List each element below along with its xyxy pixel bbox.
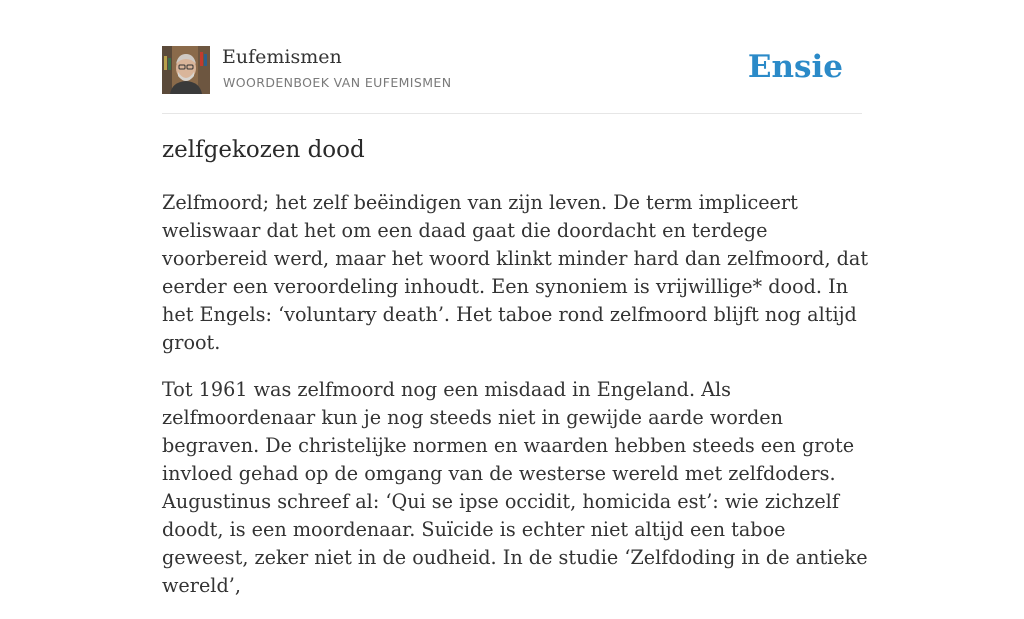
author-portrait-icon[interactable] xyxy=(162,46,210,94)
source-title[interactable]: Eufemismen xyxy=(222,46,342,68)
source-subtitle[interactable]: WOORDENBOEK VAN EUFEMISMEN xyxy=(223,75,452,90)
entry-paragraph: Zelfmoord; het zelf beëindigen van zijn leven. De term impliceert weliswaar dat het om een daad gaat die doordacht en terdege voorbereid werd, maar het woord klinkt minder hard dan zelfmoord, dat eerder een veroordeling inhoudt. Een synoniem is vrijwillige* dood. In het Engels: ‘voluntary death’. Het taboe rond zelfmoord blijft nog altijd groot. xyxy=(162,191,869,354)
brand-logo[interactable]: Ensie xyxy=(747,49,843,85)
header-divider xyxy=(162,113,862,114)
source-header xyxy=(162,46,862,96)
entry-title: zelfgekozen dood xyxy=(162,137,365,163)
entry-body xyxy=(162,189,874,619)
entry-paragraph: Tot 1961 was zelfmoord nog een misdaad in Engeland. Als zelfmoordenaar kun je nog steeds niet in gewijde aarde worden begraven. De christelijke normen en waarden hebben steeds een grote invloed gehad op de omgang van de westerse wereld met zelfdoders. Augustinus schreef al: ‘Qui se ipse occidit, homicida est’: wie zichzelf doodt, is een moordenaar. Suïcide is echter niet altijd een taboe geweest, zeker niet in de oudheid. In de studie ‘Zelfdoding in de antieke wereld’, xyxy=(162,378,868,597)
